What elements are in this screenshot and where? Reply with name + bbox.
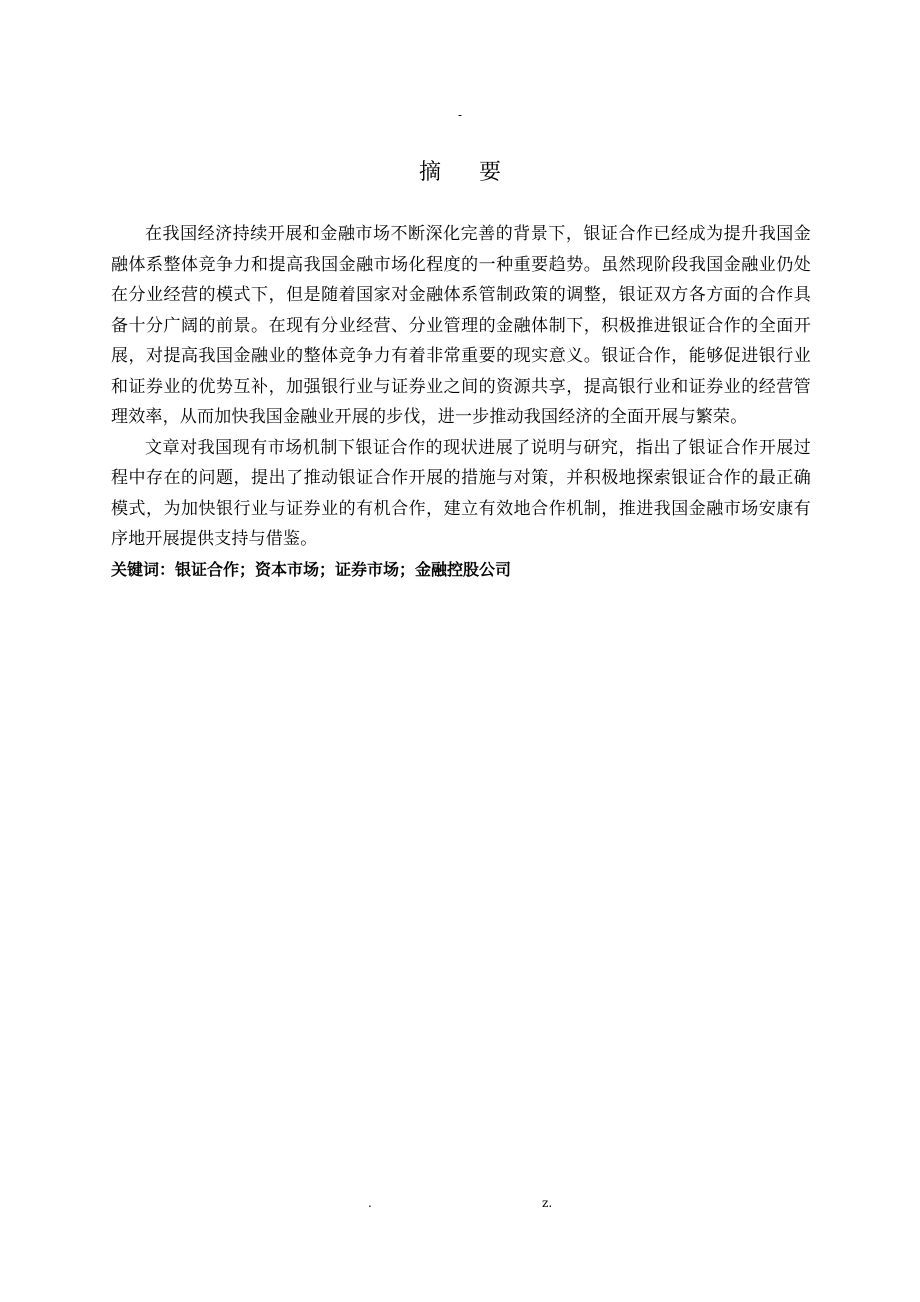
footer-right-mark: z. <box>542 1196 553 1210</box>
abstract-paragraph-1: 在我国经济持续开展和金融市场不断深化完善的背景下，银证合作已经成为提升我国金融体系整体竞争力和提高我国金融市场化程度的一种重要趋势。虽然现阶段我国金融业仍处在分业经营的模式下，但是随着国家对金融体系管制政策的调整，银证双方各方面的合作具备十分广阔的前景。在现有分业经营、分业管理的金融体制下，积极推进银证合作的全面开展，对提高我国金融业的整体竞争力有着非常重要的现实意义。银证合作，能够促进银行业和证券业的优势互补，加强银行业与证券业之间的资源共享，提高银行业和证券业的经营管理效率，从而加快我国金融业开展的步伐，进一步推动我国经济的全面开展与繁荣。 <box>111 224 811 427</box>
abstract-body <box>111 219 811 585</box>
footer-left-mark: . <box>368 1196 372 1210</box>
header-mark: - <box>457 108 463 122</box>
page-title: 摘要 <box>418 160 539 185</box>
keywords-line: 关键词：银证合作；资本市场；证券市场；金融控股公司 <box>111 559 512 579</box>
abstract-paragraph-2: 文章对我国现有市场机制下银证合作的现状进展了说明与研究，指出了银证合作开展过程中存在的问题，提出了推动银证合作开展的措施与对策，并积极地探索银证合作的最正确模式，为加快银行业与证券业的有机合作，建立有效地合作机制，推进我国金融市场安康有序地开展提供支持与借鉴。 <box>111 437 811 549</box>
